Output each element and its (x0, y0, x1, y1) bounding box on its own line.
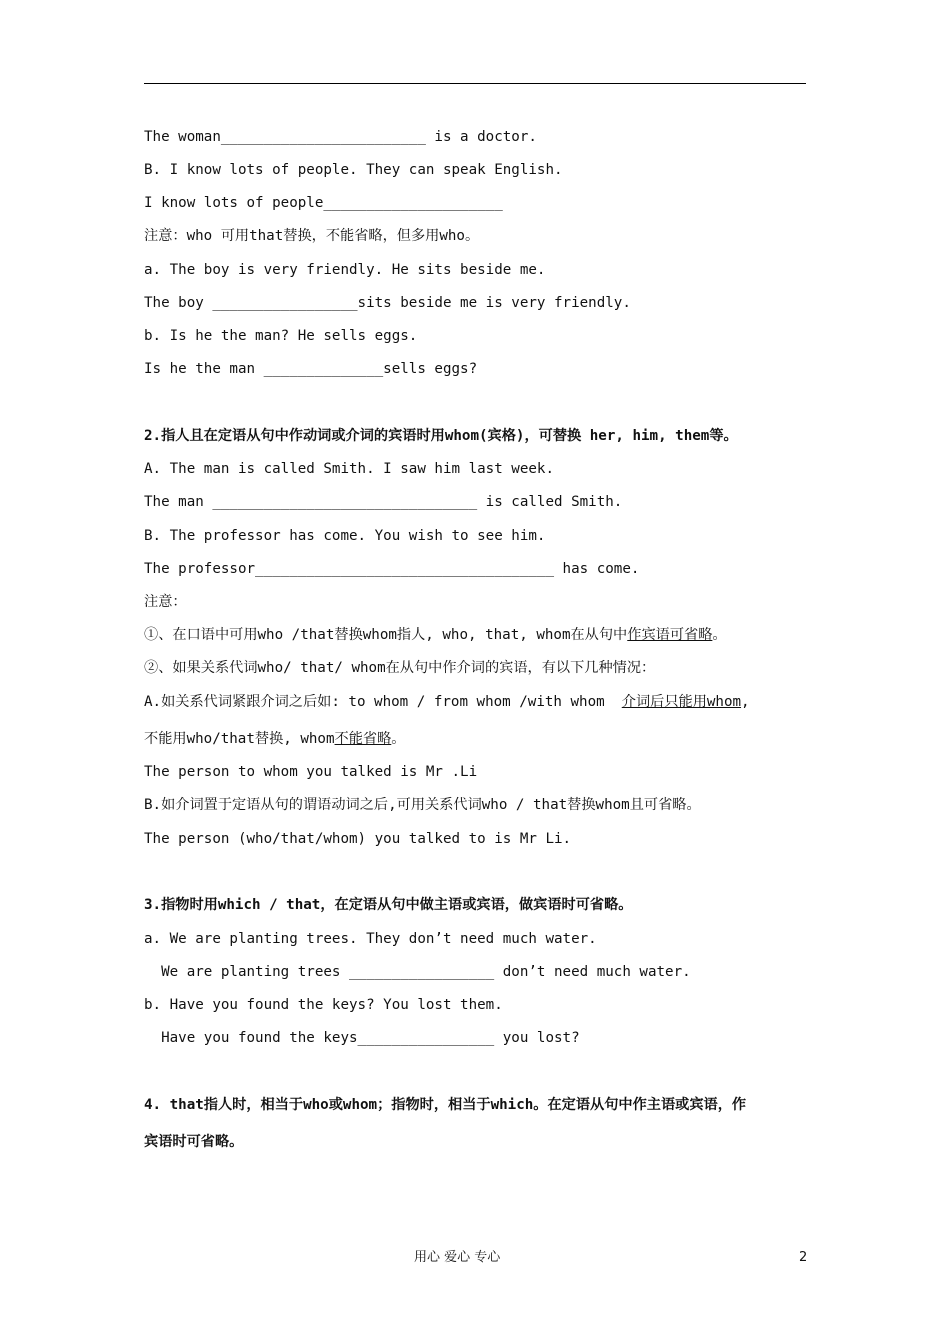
section-heading-2: 2.指人且在定语从句中作动词或介词的宾语时用whom(宾格)，可替换 her, him, them等。 (144, 428, 738, 444)
text-line: The woman________________________ is a doctor. (144, 129, 537, 145)
text-line: b. Have you found the keys? You lost them. (144, 997, 503, 1013)
header-rule (144, 83, 806, 84)
punctuation: 。 (712, 627, 727, 643)
note-label: 注意： (144, 594, 187, 610)
note-line (144, 732, 406, 746)
underlined-note: 不能省略 (334, 731, 392, 747)
note-line: B.如介词置于定语从句的谓语动词之后,可用关系代词who / that替换whom且可省略。 (144, 797, 701, 813)
text-line: The person to whom you talked is Mr .Li (144, 764, 478, 780)
text-line: The boy _________________sits beside me is very friendly. (144, 295, 631, 311)
text-line: The person (who/that/whom) you talked to is Mr Li. (144, 831, 572, 847)
note-text: ①、在口语中可用who /that替换whom指人, who, that, whom在从句中 (144, 627, 628, 643)
section-heading-3: 3.指物时用which / that，在定语从句中做主语或宾语，做宾语时可省略。 (144, 897, 633, 913)
note-line (144, 695, 750, 709)
punctuation: 。 (391, 731, 406, 747)
underlined-note: 介词后只能用whom (621, 694, 742, 710)
note-line: 注意：who 可用that替换，不能省略，但多用who。 (144, 228, 480, 244)
text-line: We are planting trees _________________ don’t need much water. (144, 964, 691, 980)
note-line (144, 628, 727, 642)
text-line: I know lots of people_____________________ (144, 195, 503, 211)
section-heading-4: 4. that指人时，相当于who或whom；指物时，相当于which。在定语从句中作主语或宾语，作 (144, 1097, 747, 1113)
text-line: Is he the man ______________sells eggs? (144, 361, 478, 377)
note-text: A.如关系代词紧跟介词之后如: to whom / from whom /with whom (144, 694, 622, 710)
text-line: B. I know lots of people. They can speak English. (144, 162, 563, 178)
note-text: 不能用who/that替换, whom (144, 731, 335, 747)
text-line: The man _______________________________ is called Smith. (144, 494, 623, 510)
text-line: A. The man is called Smith. I saw him last week. (144, 461, 554, 477)
underlined-note: 作宾语可省略 (627, 627, 713, 643)
text-line: The professor___________________________________ has come. (144, 561, 640, 577)
section-heading-4-cont: 宾语时可省略。 (144, 1134, 244, 1150)
text-line: b. Is he the man? He sells eggs. (144, 328, 418, 344)
text-line: B. The professor has come. You wish to see him. (144, 528, 546, 544)
text-line: a. We are planting trees. They don’t need much water. (144, 931, 597, 947)
punctuation: , (741, 694, 750, 710)
note-line: ②、如果关系代词who/ that/ whom在从句中作介词的宾语，有以下几种情况： (144, 660, 656, 676)
footer-slogan: 用心 爱心 专心 (414, 1250, 501, 1265)
page-number: 2 (799, 1250, 808, 1265)
text-line: a. The boy is very friendly. He sits beside me. (144, 262, 546, 278)
text-line: Have you found the keys________________ you lost? (144, 1030, 580, 1046)
